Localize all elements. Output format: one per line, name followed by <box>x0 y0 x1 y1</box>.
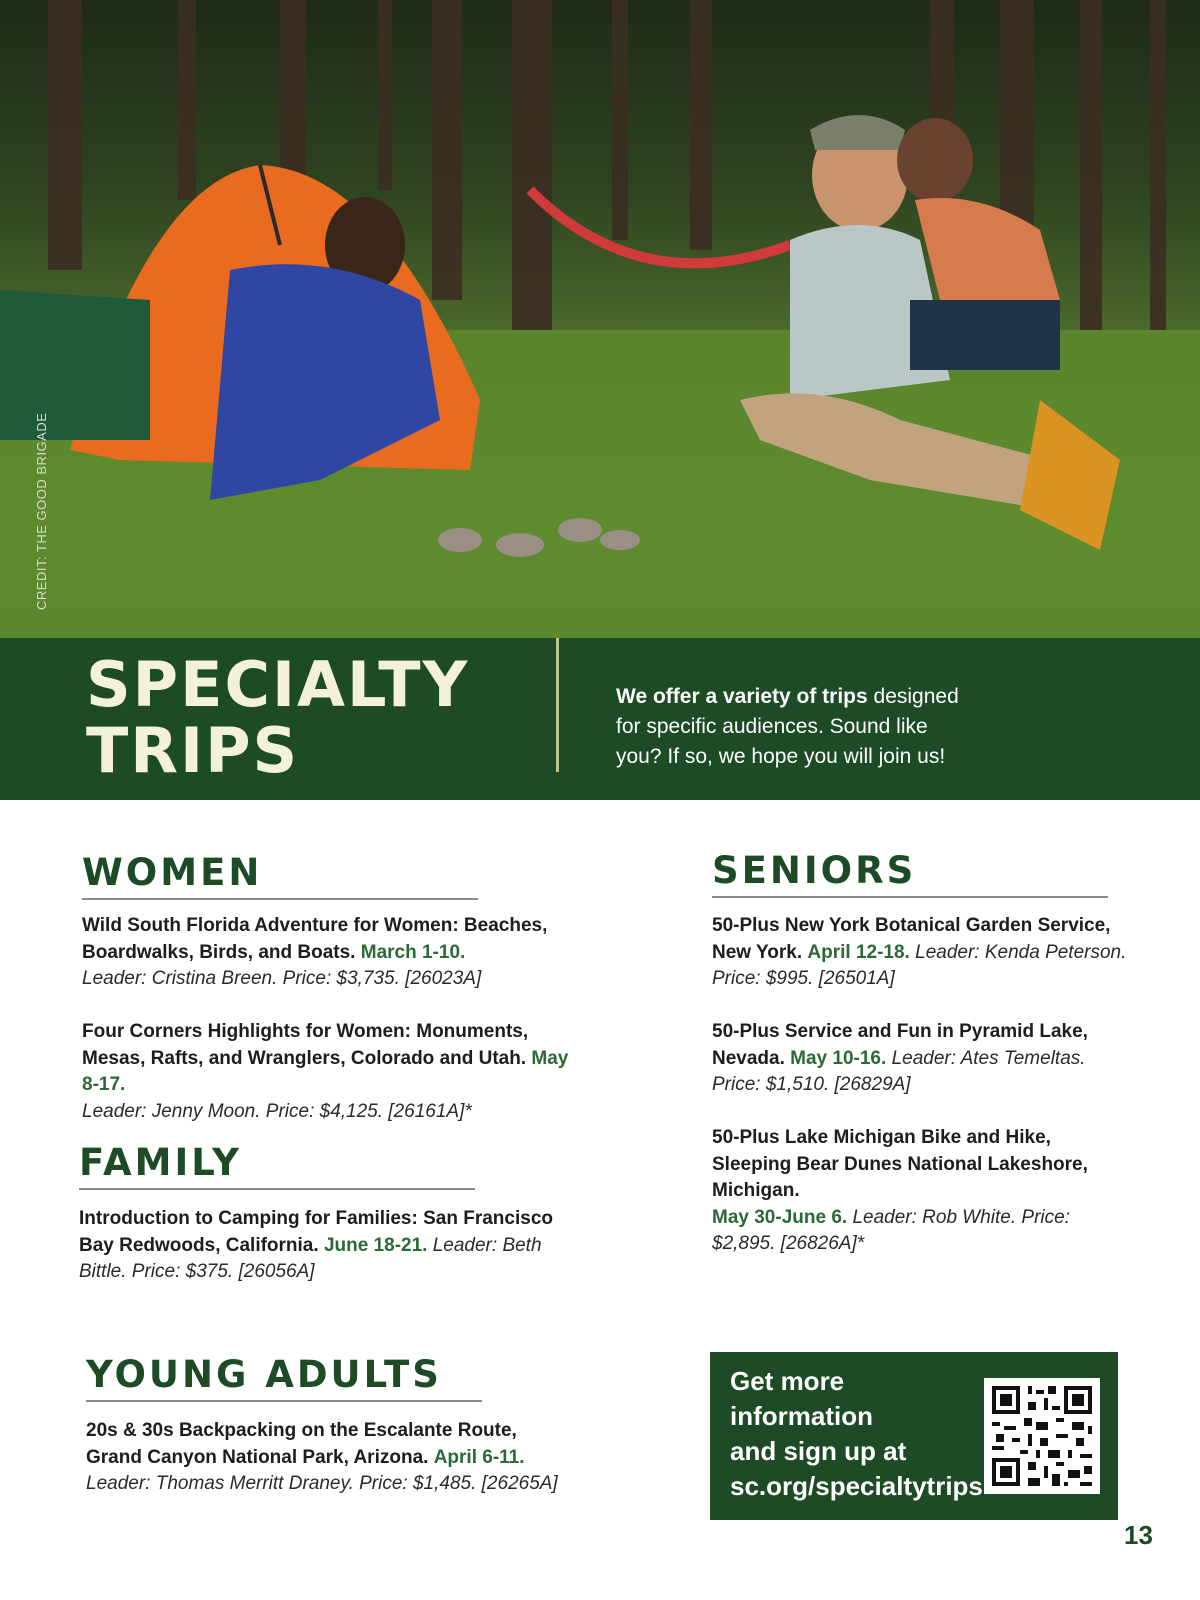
title-line: SPECIALTY <box>86 648 470 721</box>
trip-entry <box>82 1019 582 1125</box>
trip-dates: May 30-June 6. <box>712 1206 848 1228</box>
trip-details: Leader: Thomas Merritt Draney. Price: $1,485. [26265A] <box>86 1473 558 1494</box>
intro-rest: designed for specific audiences. Sound like you? If so, we hope you will join us! <box>616 685 959 768</box>
section-heading: SENIORS <box>712 850 1108 898</box>
trip-entry <box>79 1206 569 1286</box>
trip-title: 20s & 30s Backpacking on the Escalante Route, Grand Canyon National Park, Arizona. <box>86 1420 517 1468</box>
callout-text <box>730 1364 990 1504</box>
qr-code-icon <box>984 1378 1100 1494</box>
section-heading: WOMEN <box>82 852 478 900</box>
callout-line: Get more <box>730 1366 845 1396</box>
trip-dates: April 6-11. <box>433 1446 525 1468</box>
section-heading: FAMILY <box>79 1142 475 1190</box>
camping-illustration <box>0 0 1200 638</box>
signup-callout <box>710 1352 1118 1520</box>
trip-dates: April 12-18. <box>807 941 910 963</box>
trip-entry <box>712 1125 1132 1258</box>
trip-title: 50-Plus New York Botanical Garden Service, New York. <box>712 915 1111 963</box>
page-title <box>86 648 470 787</box>
callout-line: information <box>730 1401 873 1431</box>
trip-title: 50-Plus Service and Fun in Pyramid Lake, Nevada. <box>712 1021 1088 1069</box>
qr-code[interactable] <box>984 1378 1100 1494</box>
trip-entry <box>712 1019 1132 1099</box>
trip-entry <box>712 913 1132 993</box>
trip-entry <box>86 1418 566 1498</box>
trip-details: Leader: Beth Bittle. Price: $375. [26056A] <box>79 1234 542 1282</box>
page-number: 13 <box>1124 1520 1153 1550</box>
title-line: TRIPS <box>86 714 300 787</box>
section-family <box>79 1142 475 1190</box>
intro-text <box>616 682 976 772</box>
section-heading: YOUNG ADULTS <box>86 1354 482 1402</box>
intro-bold: We offer a variety of trips <box>616 685 868 708</box>
trip-details: Leader: Jenny Moon. Price: $4,125. [26161A]* <box>82 1100 472 1122</box>
trip-title: Introduction to Camping for Families: San Francisco Bay Redwoods, California. <box>79 1208 553 1256</box>
trip-dates: March 1-10. <box>360 941 466 963</box>
trip-title: 50-Plus Lake Michigan Bike and Hike, Sleeping Bear Dunes National Lakeshore, Michigan. <box>712 1127 1088 1201</box>
signup-link[interactable]: sc.org/specialtytrips <box>730 1471 983 1501</box>
trip-dates: May 10-16. <box>790 1047 887 1069</box>
hero-photo <box>0 0 1200 638</box>
callout-line: and sign up at <box>730 1436 907 1466</box>
trip-details: Leader: Cristina Breen. Price: $3,735. [26023A] <box>82 968 482 989</box>
divider <box>556 638 559 772</box>
trip-details: Leader: Ates Temeltas. Price: $1,510. [26829A] <box>712 1047 1086 1095</box>
trip-dates: June 18-21. <box>323 1234 428 1256</box>
trip-details: Leader: Rob White. Price: $2,895. [26826A]* <box>712 1206 1070 1254</box>
section-seniors <box>712 850 1108 898</box>
section-young-adults <box>86 1354 482 1402</box>
trip-details: Leader: Kenda Peterson. Price: $995. [26501A] <box>712 941 1127 989</box>
trip-dates: May 8-17. <box>82 1047 569 1095</box>
trip-title: Four Corners Highlights for Women: Monuments, Mesas, Rafts, and Wranglers, Colorado and Utah. <box>82 1021 529 1069</box>
trip-entry <box>82 913 582 993</box>
section-women <box>82 852 478 900</box>
photo-credit: CREDIT: THE GOOD BRIGADE <box>34 412 49 610</box>
trip-title: Wild South Florida Adventure for Women: Beaches, Boardwalks, Birds, and Boats. <box>82 915 548 963</box>
